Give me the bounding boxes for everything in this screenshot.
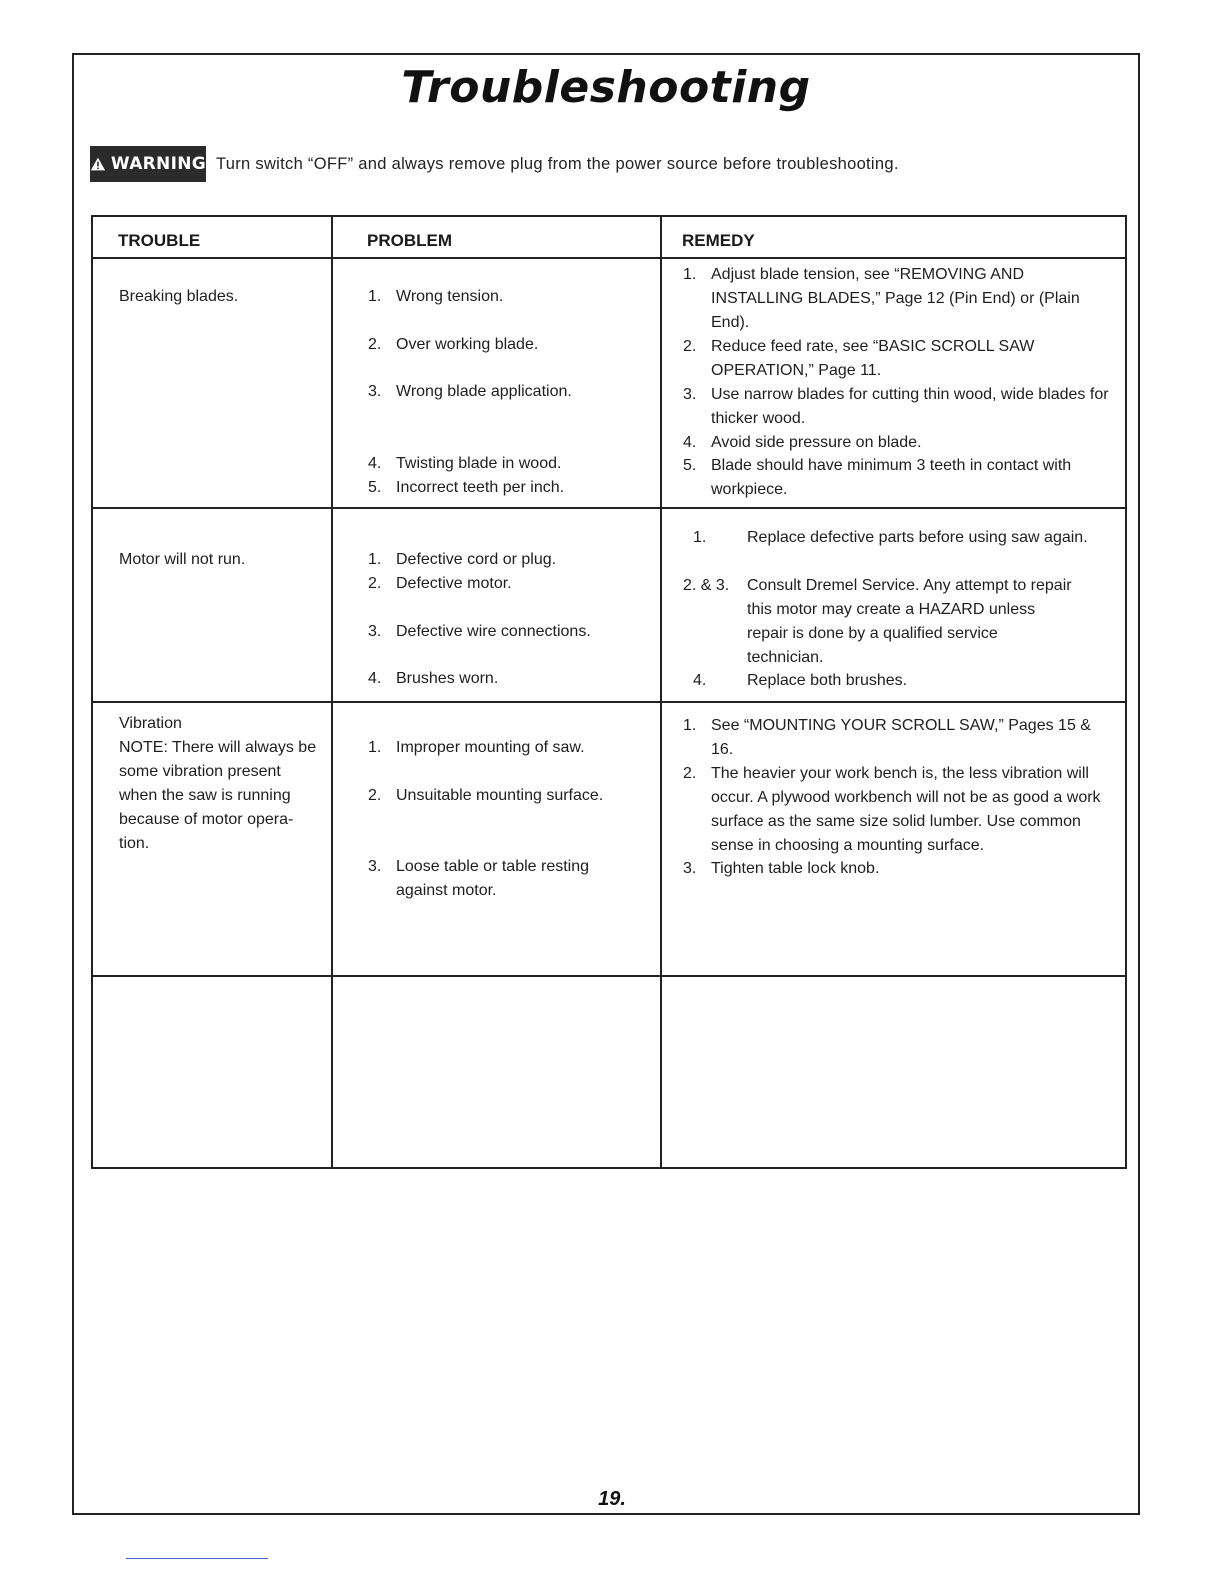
list-item: 3. Tighten table lock knob. [683,860,880,877]
list-item: 3. Defective wire connections. [368,623,591,640]
list-item: 1. Wrong tension. [368,288,504,305]
warning-triangle-icon [90,155,106,173]
list-item: 5. Blade should have minimum 3 teeth in contact with workpiece. [683,457,1072,498]
warning-label: WARNING [110,154,206,174]
trouble-text: Motor will not run. [119,551,246,568]
table-row [92,258,1126,508]
list-item: 2. Defective motor. [368,575,512,592]
trouble-cell [92,258,332,508]
list-item: 1. Defective cord or plug. [368,551,557,568]
trouble-text: Breaking blades. [119,288,239,305]
remedy-cell [661,976,1126,1168]
problem-cell [332,702,661,976]
list-item: 5. Incorrect teeth per inch. [368,479,565,496]
list-item: 2. Reduce feed rate, see “BASIC SCROLL SAW OPERATION,” Page 11. [683,338,1035,379]
list-item: 3. Wrong blade application. [368,383,572,400]
remedy-cell [661,508,1126,702]
list-item: 1. Improper mounting of saw. [368,739,585,756]
divider [126,1558,268,1559]
trouble-cell [92,508,332,702]
warning-text: Turn switch “OFF” and always remove plug from the power source before troubleshooting. [216,154,899,173]
table-row [92,702,1126,976]
list-item: 1. Adjust blade tension, see “REMOVING AND INSTALLING BLADES,” Page 12 (Pin End) or (Plain End). [683,266,1080,331]
list-item: 2. Over working blade. [368,336,539,353]
remedy-cell [661,258,1126,508]
remedy-cell [661,702,1126,976]
list-item: 1. See “MOUNTING YOUR SCROLL SAW,” Pages 15 & 16. [683,717,1091,758]
table-row-empty [92,976,1126,1168]
page-number: 19. [598,1488,626,1510]
trouble-text: Vibration NOTE: There will always be some vibration present when the saw is running because of motor opera-tion. [119,712,324,856]
table-row [92,508,1126,702]
warning-badge [90,146,206,182]
page-title: Troubleshooting [401,62,811,113]
trouble-cell [92,976,332,1168]
warning-row [90,146,899,182]
list-item: 4. Replace both brushes. [693,672,908,689]
problem-cell [332,976,661,1168]
troubleshooting-table [91,215,1127,1169]
list-item: 2. & 3. Consult Dremel Service. Any attempt to repair this motor may create a HAZARD unless repair is done by a qualified service technician. [683,577,1072,666]
list-item: 4. Avoid side pressure on blade. [683,434,922,451]
list-item: 4. Twisting blade in wood. [368,455,562,472]
list-item: 1. Replace defective parts before using saw again. [693,529,1088,546]
trouble-cell [92,702,332,976]
header-trouble: TROUBLE [92,216,332,258]
list-item: 4. Brushes worn. [368,670,499,687]
trouble-note: NOTE: There will always be some vibration present when the saw is running because of motor opera-tion. [119,739,317,852]
list-item: 3. Loose table or table resting against motor. [368,858,590,899]
list-item: 2. Unsuitable mounting surface. [368,787,604,804]
header-problem: PROBLEM [332,216,661,258]
problem-cell [332,258,661,508]
table-header-row [92,216,1126,258]
problem-cell [332,508,661,702]
list-item: 2. The heavier your work bench is, the less vibration will occur. A plywood workbench will not be as good a work surface as the same size solid lumber. Use common sense in choosing a mounting surface. [683,765,1101,854]
list-item: 3. Use narrow blades for cutting thin wood, wide blades for thicker wood. [683,386,1109,427]
header-remedy: REMEDY [661,216,1126,258]
